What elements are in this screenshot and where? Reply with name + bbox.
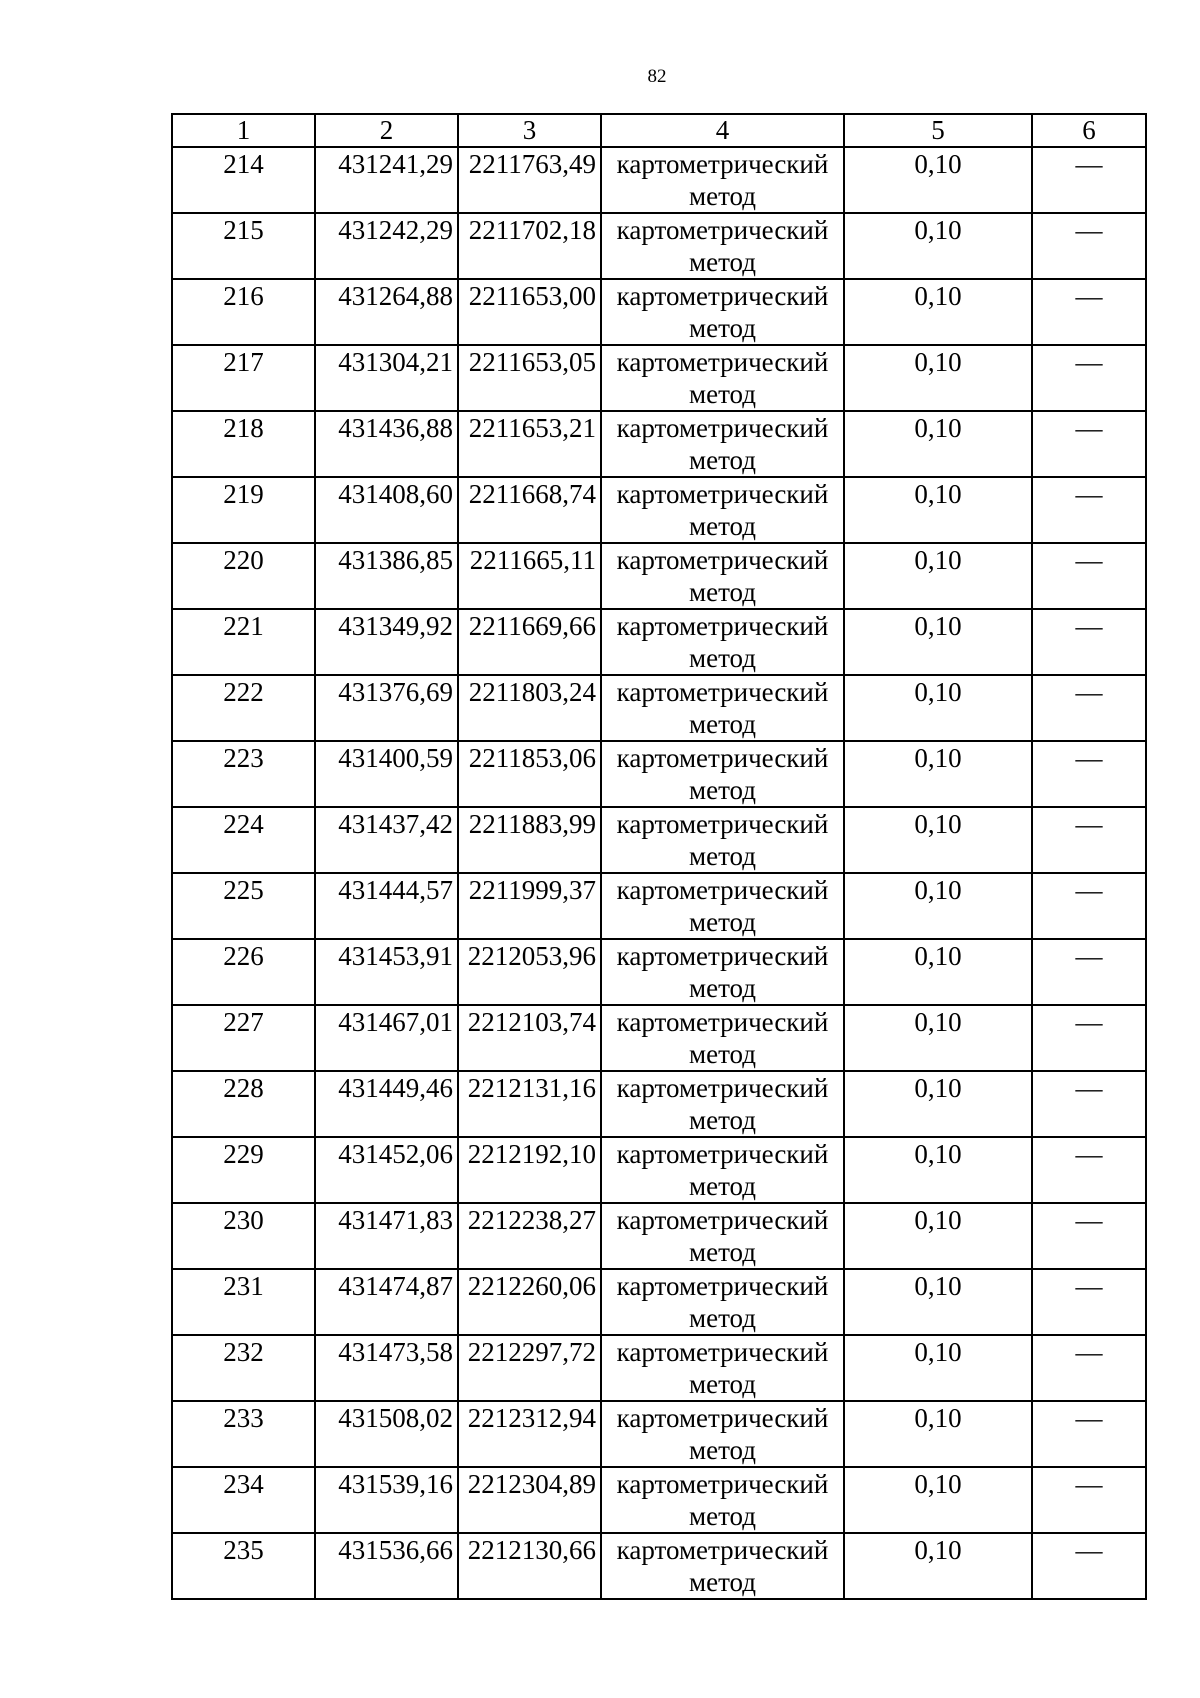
cell-x-coordinate: 431304,21 <box>315 345 458 411</box>
cell-y-coordinate: 2211999,37 <box>458 873 601 939</box>
column-header-6: 6 <box>1032 114 1146 147</box>
cell-method <box>601 1071 844 1137</box>
cell-point-number: 220 <box>172 543 315 609</box>
cell-note: — <box>1032 1269 1146 1335</box>
cell-error: 0,10 <box>844 1269 1032 1335</box>
cell-x-coordinate: 431436,88 <box>315 411 458 477</box>
cell-point-number: 217 <box>172 345 315 411</box>
table-row <box>172 1005 1146 1071</box>
cell-x-coordinate: 431473,58 <box>315 1335 458 1401</box>
method-line-2: метод <box>689 1237 756 1267</box>
cell-error: 0,10 <box>844 807 1032 873</box>
method-line-1: картометрический <box>616 1139 829 1169</box>
method-line-2: метод <box>689 511 756 541</box>
cell-y-coordinate: 2211668,74 <box>458 477 601 543</box>
method-line-1: картометрический <box>616 1403 829 1433</box>
cell-point-number: 215 <box>172 213 315 279</box>
method-line-1: картометрический <box>616 1469 829 1499</box>
table-row <box>172 1269 1146 1335</box>
cell-x-coordinate: 431241,29 <box>315 147 458 213</box>
cell-error: 0,10 <box>844 279 1032 345</box>
cell-point-number: 231 <box>172 1269 315 1335</box>
cell-y-coordinate: 2212192,10 <box>458 1137 601 1203</box>
cell-error: 0,10 <box>844 1401 1032 1467</box>
column-header-2: 2 <box>315 114 458 147</box>
method-line-2: метод <box>689 1369 756 1399</box>
table-row <box>172 1137 1146 1203</box>
table-row <box>172 609 1146 675</box>
cell-point-number: 214 <box>172 147 315 213</box>
cell-x-coordinate: 431536,66 <box>315 1533 458 1599</box>
cell-note: — <box>1032 1335 1146 1401</box>
method-line-1: картометрический <box>616 1337 829 1367</box>
method-line-1: картометрический <box>616 281 829 311</box>
cell-note: — <box>1032 807 1146 873</box>
cell-error: 0,10 <box>844 1533 1032 1599</box>
cell-x-coordinate: 431474,87 <box>315 1269 458 1335</box>
cell-point-number: 233 <box>172 1401 315 1467</box>
cell-method <box>601 477 844 543</box>
method-line-1: картометрический <box>616 413 829 443</box>
method-line-1: картометрический <box>616 809 829 839</box>
method-line-2: метод <box>689 247 756 277</box>
cell-method <box>601 873 844 939</box>
method-line-2: метод <box>689 1303 756 1333</box>
cell-y-coordinate: 2212053,96 <box>458 939 601 1005</box>
table-row <box>172 1335 1146 1401</box>
cell-note: — <box>1032 1533 1146 1599</box>
cell-y-coordinate: 2212131,16 <box>458 1071 601 1137</box>
cell-error: 0,10 <box>844 609 1032 675</box>
header-row <box>172 114 1146 147</box>
column-header-4: 4 <box>601 114 844 147</box>
cell-method <box>601 543 844 609</box>
cell-y-coordinate: 2211853,06 <box>458 741 601 807</box>
method-line-1: картометрический <box>616 611 829 641</box>
cell-error: 0,10 <box>844 675 1032 741</box>
cell-note: — <box>1032 741 1146 807</box>
cell-y-coordinate: 2211653,00 <box>458 279 601 345</box>
cell-point-number: 226 <box>172 939 315 1005</box>
method-line-1: картометрический <box>616 347 829 377</box>
cell-point-number: 221 <box>172 609 315 675</box>
table-row <box>172 1533 1146 1599</box>
method-line-1: картометрический <box>616 149 829 179</box>
cell-method <box>601 675 844 741</box>
cell-x-coordinate: 431539,16 <box>315 1467 458 1533</box>
cell-x-coordinate: 431449,46 <box>315 1071 458 1137</box>
cell-note: — <box>1032 1071 1146 1137</box>
method-line-1: картометрический <box>616 875 829 905</box>
cell-method <box>601 1335 844 1401</box>
cell-error: 0,10 <box>844 147 1032 213</box>
cell-point-number: 225 <box>172 873 315 939</box>
cell-note: — <box>1032 1401 1146 1467</box>
table-row <box>172 345 1146 411</box>
method-line-2: метод <box>689 907 756 937</box>
table-row <box>172 1203 1146 1269</box>
method-line-2: метод <box>689 1435 756 1465</box>
method-line-2: метод <box>689 1105 756 1135</box>
cell-method <box>601 609 844 675</box>
cell-point-number: 230 <box>172 1203 315 1269</box>
cell-y-coordinate: 2212130,66 <box>458 1533 601 1599</box>
column-header-3: 3 <box>458 114 601 147</box>
table-row <box>172 807 1146 873</box>
cell-method <box>601 411 844 477</box>
cell-method <box>601 1137 844 1203</box>
cell-note: — <box>1032 477 1146 543</box>
table-row <box>172 477 1146 543</box>
cell-point-number: 223 <box>172 741 315 807</box>
cell-y-coordinate: 2211653,05 <box>458 345 601 411</box>
cell-y-coordinate: 2212304,89 <box>458 1467 601 1533</box>
cell-method <box>601 1533 844 1599</box>
table-row <box>172 411 1146 477</box>
cell-error: 0,10 <box>844 1203 1032 1269</box>
table-row <box>172 213 1146 279</box>
method-line-1: картометрический <box>616 1271 829 1301</box>
cell-x-coordinate: 431242,29 <box>315 213 458 279</box>
cell-x-coordinate: 431408,60 <box>315 477 458 543</box>
cell-point-number: 222 <box>172 675 315 741</box>
cell-x-coordinate: 431452,06 <box>315 1137 458 1203</box>
cell-error: 0,10 <box>844 477 1032 543</box>
cell-x-coordinate: 431376,69 <box>315 675 458 741</box>
cell-note: — <box>1032 1467 1146 1533</box>
cell-point-number: 229 <box>172 1137 315 1203</box>
cell-point-number: 219 <box>172 477 315 543</box>
method-line-2: метод <box>689 445 756 475</box>
cell-method <box>601 213 844 279</box>
cell-y-coordinate: 2212103,74 <box>458 1005 601 1071</box>
cell-method <box>601 345 844 411</box>
cell-note: — <box>1032 345 1146 411</box>
method-line-2: метод <box>689 973 756 1003</box>
table-row <box>172 741 1146 807</box>
cell-x-coordinate: 431467,01 <box>315 1005 458 1071</box>
method-line-1: картометрический <box>616 215 829 245</box>
cell-note: — <box>1032 609 1146 675</box>
method-line-1: картометрический <box>616 1073 829 1103</box>
cell-point-number: 227 <box>172 1005 315 1071</box>
cell-point-number: 234 <box>172 1467 315 1533</box>
method-line-2: метод <box>689 643 756 673</box>
cell-x-coordinate: 431437,42 <box>315 807 458 873</box>
cell-note: — <box>1032 411 1146 477</box>
column-header-5: 5 <box>844 114 1032 147</box>
method-line-1: картометрический <box>616 743 829 773</box>
cell-error: 0,10 <box>844 543 1032 609</box>
cell-error: 0,10 <box>844 1137 1032 1203</box>
cell-x-coordinate: 431349,92 <box>315 609 458 675</box>
cell-method <box>601 1005 844 1071</box>
cell-x-coordinate: 431453,91 <box>315 939 458 1005</box>
method-line-2: метод <box>689 181 756 211</box>
method-line-2: метод <box>689 1501 756 1531</box>
table-row <box>172 543 1146 609</box>
cell-y-coordinate: 2211665,11 <box>458 543 601 609</box>
cell-x-coordinate: 431471,83 <box>315 1203 458 1269</box>
cell-y-coordinate: 2211702,18 <box>458 213 601 279</box>
table-row <box>172 1467 1146 1533</box>
cell-y-coordinate: 2211803,24 <box>458 675 601 741</box>
table-row <box>172 939 1146 1005</box>
cell-method <box>601 807 844 873</box>
method-line-2: метод <box>689 379 756 409</box>
method-line-2: метод <box>689 313 756 343</box>
method-line-1: картометрический <box>616 479 829 509</box>
method-line-1: картометрический <box>616 677 829 707</box>
table-row <box>172 147 1146 213</box>
cell-point-number: 228 <box>172 1071 315 1137</box>
method-line-1: картометрический <box>616 1535 829 1565</box>
method-line-1: картометрический <box>616 1007 829 1037</box>
table-header <box>172 114 1146 147</box>
cell-point-number: 235 <box>172 1533 315 1599</box>
cell-y-coordinate: 2211653,21 <box>458 411 601 477</box>
cell-error: 0,10 <box>844 939 1032 1005</box>
method-line-2: метод <box>689 1039 756 1069</box>
table-row <box>172 675 1146 741</box>
cell-y-coordinate: 2211669,66 <box>458 609 601 675</box>
cell-error: 0,10 <box>844 1467 1032 1533</box>
cell-method <box>601 1401 844 1467</box>
cell-method <box>601 147 844 213</box>
cell-point-number: 224 <box>172 807 315 873</box>
method-line-1: картометрический <box>616 1205 829 1235</box>
cell-y-coordinate: 2211763,49 <box>458 147 601 213</box>
cell-note: — <box>1032 147 1146 213</box>
cell-error: 0,10 <box>844 873 1032 939</box>
page-number: 82 <box>647 66 667 87</box>
cell-note: — <box>1032 1203 1146 1269</box>
cell-note: — <box>1032 873 1146 939</box>
column-header-1: 1 <box>172 114 315 147</box>
table-row <box>172 873 1146 939</box>
table-row <box>172 1071 1146 1137</box>
cell-error: 0,10 <box>844 411 1032 477</box>
cell-method <box>601 1467 844 1533</box>
cell-note: — <box>1032 279 1146 345</box>
cell-y-coordinate: 2212312,94 <box>458 1401 601 1467</box>
cell-x-coordinate: 431508,02 <box>315 1401 458 1467</box>
cell-x-coordinate: 431444,57 <box>315 873 458 939</box>
cell-method <box>601 741 844 807</box>
table-row <box>172 1401 1146 1467</box>
cell-x-coordinate: 431386,85 <box>315 543 458 609</box>
cell-point-number: 218 <box>172 411 315 477</box>
method-line-2: метод <box>689 1567 756 1597</box>
cell-error: 0,10 <box>844 1005 1032 1071</box>
cell-error: 0,10 <box>844 1335 1032 1401</box>
method-line-2: метод <box>689 709 756 739</box>
cell-note: — <box>1032 213 1146 279</box>
cell-error: 0,10 <box>844 741 1032 807</box>
cell-x-coordinate: 431400,59 <box>315 741 458 807</box>
cell-error: 0,10 <box>844 345 1032 411</box>
cell-error: 0,10 <box>844 1071 1032 1137</box>
cell-point-number: 232 <box>172 1335 315 1401</box>
method-line-1: картометрический <box>616 545 829 575</box>
method-line-2: метод <box>689 775 756 805</box>
method-line-2: метод <box>689 577 756 607</box>
cell-method <box>601 279 844 345</box>
cell-y-coordinate: 2212238,27 <box>458 1203 601 1269</box>
cell-error: 0,10 <box>844 213 1032 279</box>
cell-note: — <box>1032 675 1146 741</box>
cell-method <box>601 1269 844 1335</box>
cell-note: — <box>1032 1005 1146 1071</box>
cell-y-coordinate: 2211883,99 <box>458 807 601 873</box>
cell-x-coordinate: 431264,88 <box>315 279 458 345</box>
method-line-1: картометрический <box>616 941 829 971</box>
coordinates-table <box>171 113 1147 1600</box>
cell-note: — <box>1032 939 1146 1005</box>
cell-note: — <box>1032 1137 1146 1203</box>
cell-note: — <box>1032 543 1146 609</box>
table-row <box>172 279 1146 345</box>
table-body <box>172 147 1146 1599</box>
cell-y-coordinate: 2212260,06 <box>458 1269 601 1335</box>
cell-point-number: 216 <box>172 279 315 345</box>
cell-y-coordinate: 2212297,72 <box>458 1335 601 1401</box>
method-line-2: метод <box>689 1171 756 1201</box>
cell-method <box>601 939 844 1005</box>
method-line-2: метод <box>689 841 756 871</box>
cell-method <box>601 1203 844 1269</box>
